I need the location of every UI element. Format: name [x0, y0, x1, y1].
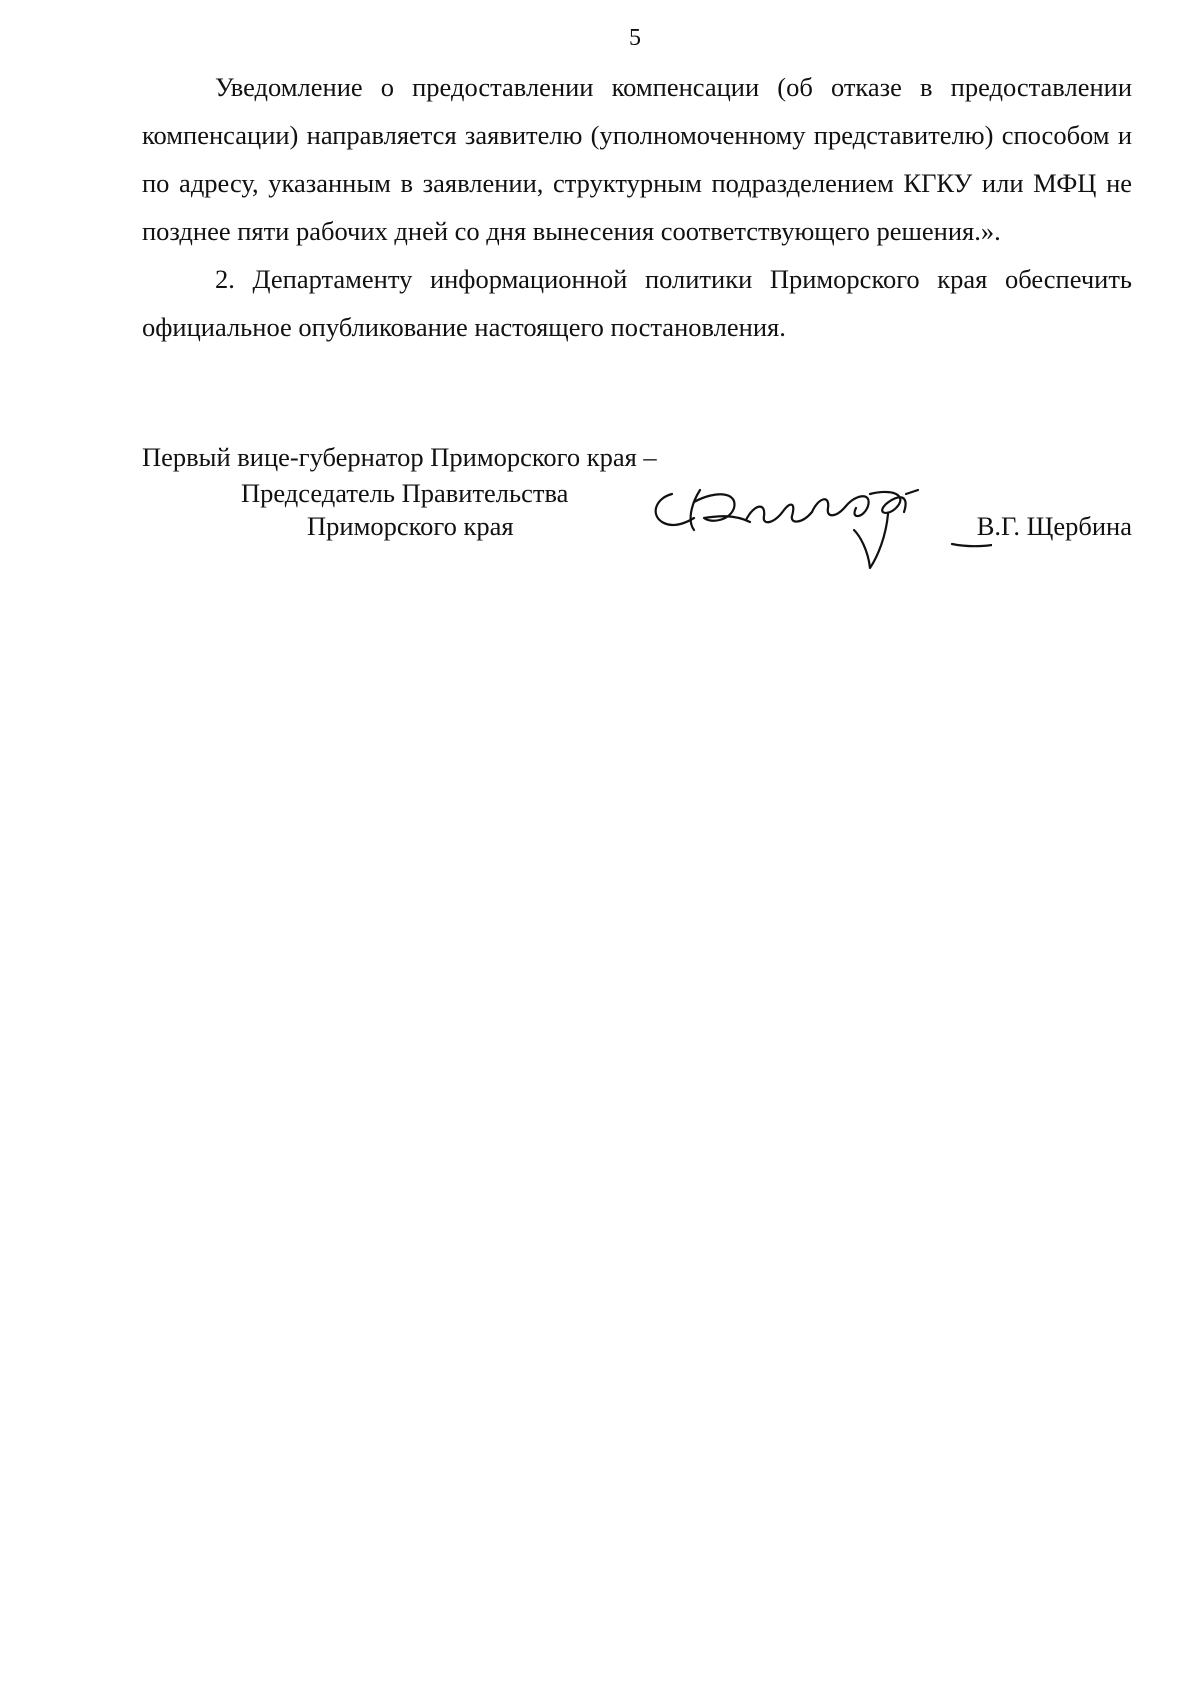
signer-title-line-1: Первый вице-губернатор Приморского края –	[142, 442, 657, 472]
paragraph-line: соответствующего решения.».	[660, 216, 1001, 246]
signer-title-line-3: Приморского края	[307, 511, 514, 541]
handwritten-signature-icon	[642, 464, 992, 584]
paragraph-line: компенсации) направляется заявителю (уполномоченному представителю)	[142, 120, 994, 150]
paragraph-line: Уведомление о предоставлении компенсации (об отказе в предоставлении	[215, 72, 1132, 102]
signer-title-line-2: Председатель Правительства	[241, 478, 569, 508]
document-body	[142, 63, 1132, 351]
paragraph-line: 2. Департаменту информационной политики Приморского края	[215, 264, 988, 294]
paragraph-line: обеспечить официальное опубликование настоящего постановления.	[142, 264, 1133, 342]
paragraph-notification	[142, 63, 1132, 255]
paragraph-line: КГКУ или МФЦ не позднее пяти рабочих дней со дня вынесения	[142, 168, 1133, 246]
signer-name: В.Г. Щербина	[976, 511, 1132, 541]
paragraph-item-2	[142, 255, 1132, 351]
paragraph-line: способом и по адресу, указанным в заявлении, структурным подразделением	[142, 120, 1133, 198]
page-number: 5	[629, 25, 641, 51]
signature-block	[142, 442, 1132, 592]
